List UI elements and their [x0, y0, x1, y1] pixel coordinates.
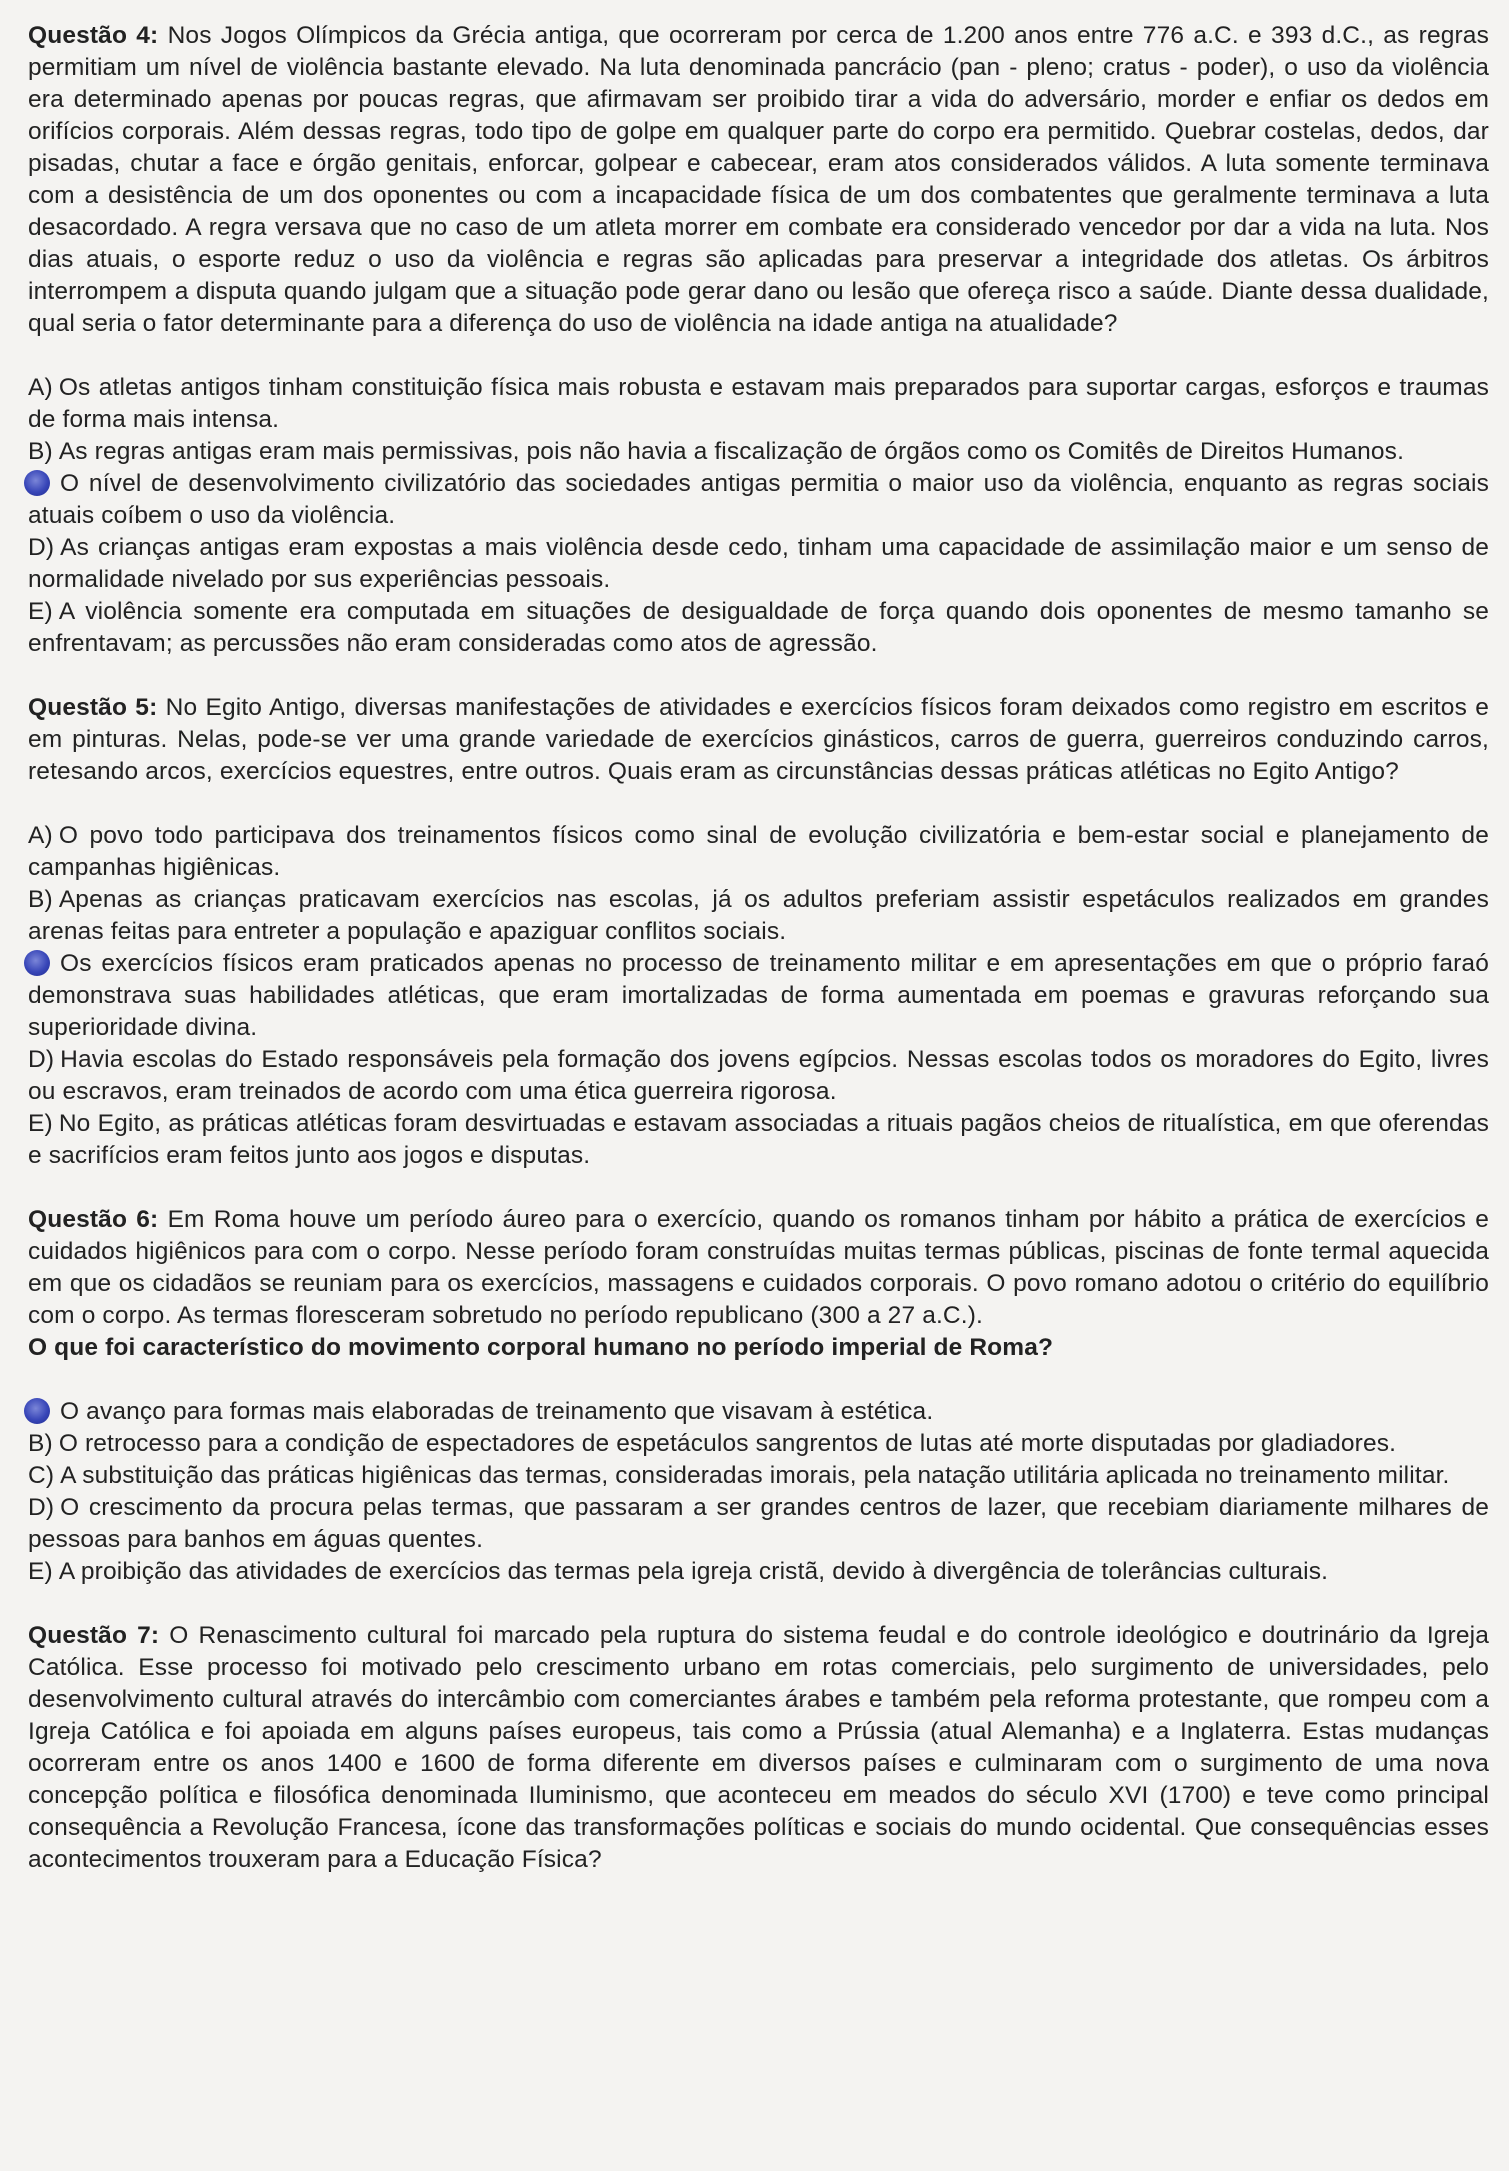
option-letter: E) — [28, 1558, 53, 1585]
question-7 — [28, 1620, 1489, 1876]
question-4-option-a[interactable] — [28, 372, 1489, 436]
question-4-option-d[interactable] — [28, 532, 1489, 596]
question-6 — [28, 1204, 1489, 1588]
marked-answer-bubble-icon — [24, 1398, 50, 1424]
option-letter: D) — [28, 1494, 55, 1521]
question-4-option-c-marked[interactable] — [28, 468, 1489, 532]
question-5-option-c-marked[interactable] — [28, 948, 1489, 1044]
question-4-text: Nos Jogos Olímpicos da Grécia antiga, que ocorreram por cerca de 1.200 anos entre 776 a.C. e 393 d.C., as regras permitiam um nível de violência bastante elevado. Na luta denominada pancrácio (pan - pleno; cratus - poder), o uso da violência era determinado apenas por poucas regras, que afirmavam ser proibido tirar a vida do adversário, morder e enfiar os dedos em orifícios corporais. Além dessas regras, todo tipo de golpe em qualquer parte do corpo era permitido. Quebrar costelas, dedos, dar pisadas, chutar a face e órgão genitais, enforcar, golpear e cabecear, eram atos considerados válidos. A luta somente terminava com a desistência de um dos oponentes ou com a incapacidade física de um dos combatentes que geralmente terminava a luta desacordado. A regra versava que no caso de um atleta morrer em combate era considerado vencedor por dar a vida na luta. Nos dias atuais, o esporte reduz o uso da violência e regras são aplicadas para preservar a integridade dos atletas. Os árbitros interrompem a disputa quando julgam que a situação pode gerar dano ou lesão que ofereça risco a saúde. Diante dessa dualidade, qual seria o fator determinante para a diferença do uso de violência na idade antiga na atualidade? — [28, 22, 1489, 337]
option-text: As crianças antigas eram expostas a mais violência desde cedo, tinham uma capacidade de assimilação maior e um senso de normalidade nivelado por sus experiências pessoais. — [28, 534, 1489, 593]
question-6-options — [28, 1396, 1489, 1588]
question-4-option-b[interactable] — [28, 436, 1489, 468]
option-text: O crescimento da procura pelas termas, que passaram a ser grandes centros de lazer, que recebiam diariamente milhares de pessoas para banhos em águas quentes. — [28, 1494, 1489, 1553]
option-text: Os exercícios físicos eram praticados apenas no processo de treinamento militar e em apresentações em que o próprio faraó demonstrava suas habilidades atléticas, que eram imortalizadas de forma aumentada em poemas e gravuras reforçando sua superioridade divina. — [28, 950, 1489, 1041]
question-6-option-a-marked[interactable] — [28, 1396, 1489, 1428]
question-6-label: Questão 6: — [28, 1206, 159, 1233]
option-letter: E) — [28, 1110, 53, 1137]
option-text: Apenas as crianças praticavam exercícios nas escolas, já os adultos preferiam assistir espetáculos realizados em grandes arenas feitas para entreter a população e apaziguar conflitos sociais. — [28, 886, 1489, 945]
option-letter: B) — [28, 886, 53, 913]
option-text: O povo todo participava dos treinamentos físicos como sinal de evolução civilizatória e bem-estar social e planejamento de campanhas higiênicas. — [28, 822, 1489, 881]
question-5-statement — [28, 692, 1489, 788]
option-text: O retrocesso para a condição de espectadores de espetáculos sangrentos de lutas até morte disputadas por gladiadores. — [58, 1430, 1397, 1457]
question-5-option-e[interactable] — [28, 1108, 1489, 1172]
question-6-prompt: O que foi característico do movimento corporal humano no período imperial de Roma? — [28, 1334, 1054, 1361]
marked-answer-bubble-icon — [24, 950, 50, 976]
question-5-options — [28, 820, 1489, 1172]
question-4-option-e[interactable] — [28, 596, 1489, 660]
option-text: O nível de desenvolvimento civilizatório das sociedades antigas permitia o maior uso da violência, enquanto as regras sociais atuais coíbem o uso da violência. — [28, 470, 1489, 529]
option-text: Havia escolas do Estado responsáveis pela formação dos jovens egípcios. Nessas escolas todos os moradores do Egito, livres ou escravos, eram treinados de acordo com uma ética guerreira rigorosa. — [28, 1046, 1489, 1105]
question-7-text: O Renascimento cultural foi marcado pela ruptura do sistema feudal e do controle ideológico e doutrinário da Igreja Católica. Esse processo foi motivado pelo crescimento urbano em rotas comerciais, pelo surgimento de universidades, pelo desenvolvimento cultural através do intercâmbio com comerciantes árabes e também pela reforma protestante, que rompeu com a Igreja Católica e foi apoiada em alguns países europeus, tais como a Prússia (atual Alemanha) e a Inglaterra. Estas mudanças ocorreram entre os anos 1400 e 1600 de forma diferente em diversos países e culminaram com o surgimento de uma nova concepção política e filosófica denominada Iluminismo, que aconteceu em meados do século XVI (1700) e teve como principal consequência a Revolução Francesa, ícone das transformações políticas e sociais do mundo ocidental. Que consequências esses acontecimentos trouxeram para a Educação Física? — [28, 1622, 1490, 1873]
question-4-options — [28, 372, 1489, 660]
question-5-option-b[interactable] — [28, 884, 1489, 948]
option-letter: C) — [28, 1462, 55, 1489]
question-4-statement — [28, 20, 1489, 340]
question-5-option-d[interactable] — [28, 1044, 1489, 1108]
question-5-label: Questão 5: — [28, 694, 158, 721]
option-letter: B) — [28, 438, 53, 465]
question-4 — [28, 20, 1489, 660]
question-4-label: Questão 4: — [28, 22, 159, 49]
option-text: As regras antigas eram mais permissivas, pois não havia a fiscalização de órgãos como os Comitês de Direitos Humanos. — [58, 438, 1405, 465]
option-letter: A) — [28, 822, 53, 849]
question-6-statement — [28, 1204, 1489, 1332]
option-text: No Egito, as práticas atléticas foram desvirtuadas e estavam associadas a rituais pagãos cheios de ritualística, em que oferendas e sacrifícios eram feitos junto aos jogos e disputas. — [28, 1110, 1489, 1169]
question-5-text: No Egito Antigo, diversas manifestações de atividades e exercícios físicos foram deixados como registro em escritos e em pinturas. Nelas, pode-se ver uma grande variedade de exercícios ginásticos, carros de guerra, guerreiros conduzindo carros, retesando arcos, exercícios equestres, entre outros. Quais eram as circunstâncias dessas práticas atléticas no Egito Antigo? — [28, 694, 1489, 785]
option-letter: A) — [28, 374, 53, 401]
question-6-option-b[interactable] — [28, 1428, 1489, 1460]
option-text: A proibição das atividades de exercícios das termas pela igreja cristã, devido à divergência de tolerâncias culturais. — [58, 1558, 1329, 1585]
option-letter: E) — [28, 598, 53, 625]
question-6-option-e[interactable] — [28, 1556, 1489, 1588]
question-6-option-c[interactable] — [28, 1460, 1489, 1492]
marked-answer-bubble-icon — [24, 470, 50, 496]
option-letter: D) — [28, 534, 55, 561]
option-text: A violência somente era computada em situações de desigualdade de força quando dois oponentes de mesmo tamanho se enfrentavam; as percussões não eram consideradas como atos de agressão. — [28, 598, 1489, 657]
question-7-label: Questão 7: — [28, 1622, 160, 1649]
question-5-option-a[interactable] — [28, 820, 1489, 884]
option-text: O avanço para formas mais elaboradas de treinamento que visavam à estética. — [60, 1398, 934, 1425]
option-text: A substituição das práticas higiênicas das termas, consideradas imorais, pela natação utilitária aplicada no treinamento militar. — [60, 1462, 1450, 1489]
option-text: Os atletas antigos tinham constituição física mais robusta e estavam mais preparados para suportar cargas, esforços e traumas de forma mais intensa. — [28, 374, 1489, 433]
question-6-text: Em Roma houve um período áureo para o exercício, quando os romanos tinham por hábito a prática de exercícios e cuidados higiênicos para com o corpo. Nesse período foram construídas muitas termas públicas, piscinas de fonte termal aquecida em que os cidadãos se reuniam para os exercícios, massagens e cuidados corporais. O povo romano adotou o critério do equilíbrio com o corpo. As termas floresceram sobretudo no período republicano (300 a 27 a.C.). — [28, 1206, 1489, 1329]
question-5 — [28, 692, 1489, 1172]
question-7-statement — [28, 1620, 1489, 1876]
option-letter: B) — [28, 1430, 53, 1457]
question-6-option-d[interactable] — [28, 1492, 1489, 1556]
option-letter: D) — [28, 1046, 55, 1073]
